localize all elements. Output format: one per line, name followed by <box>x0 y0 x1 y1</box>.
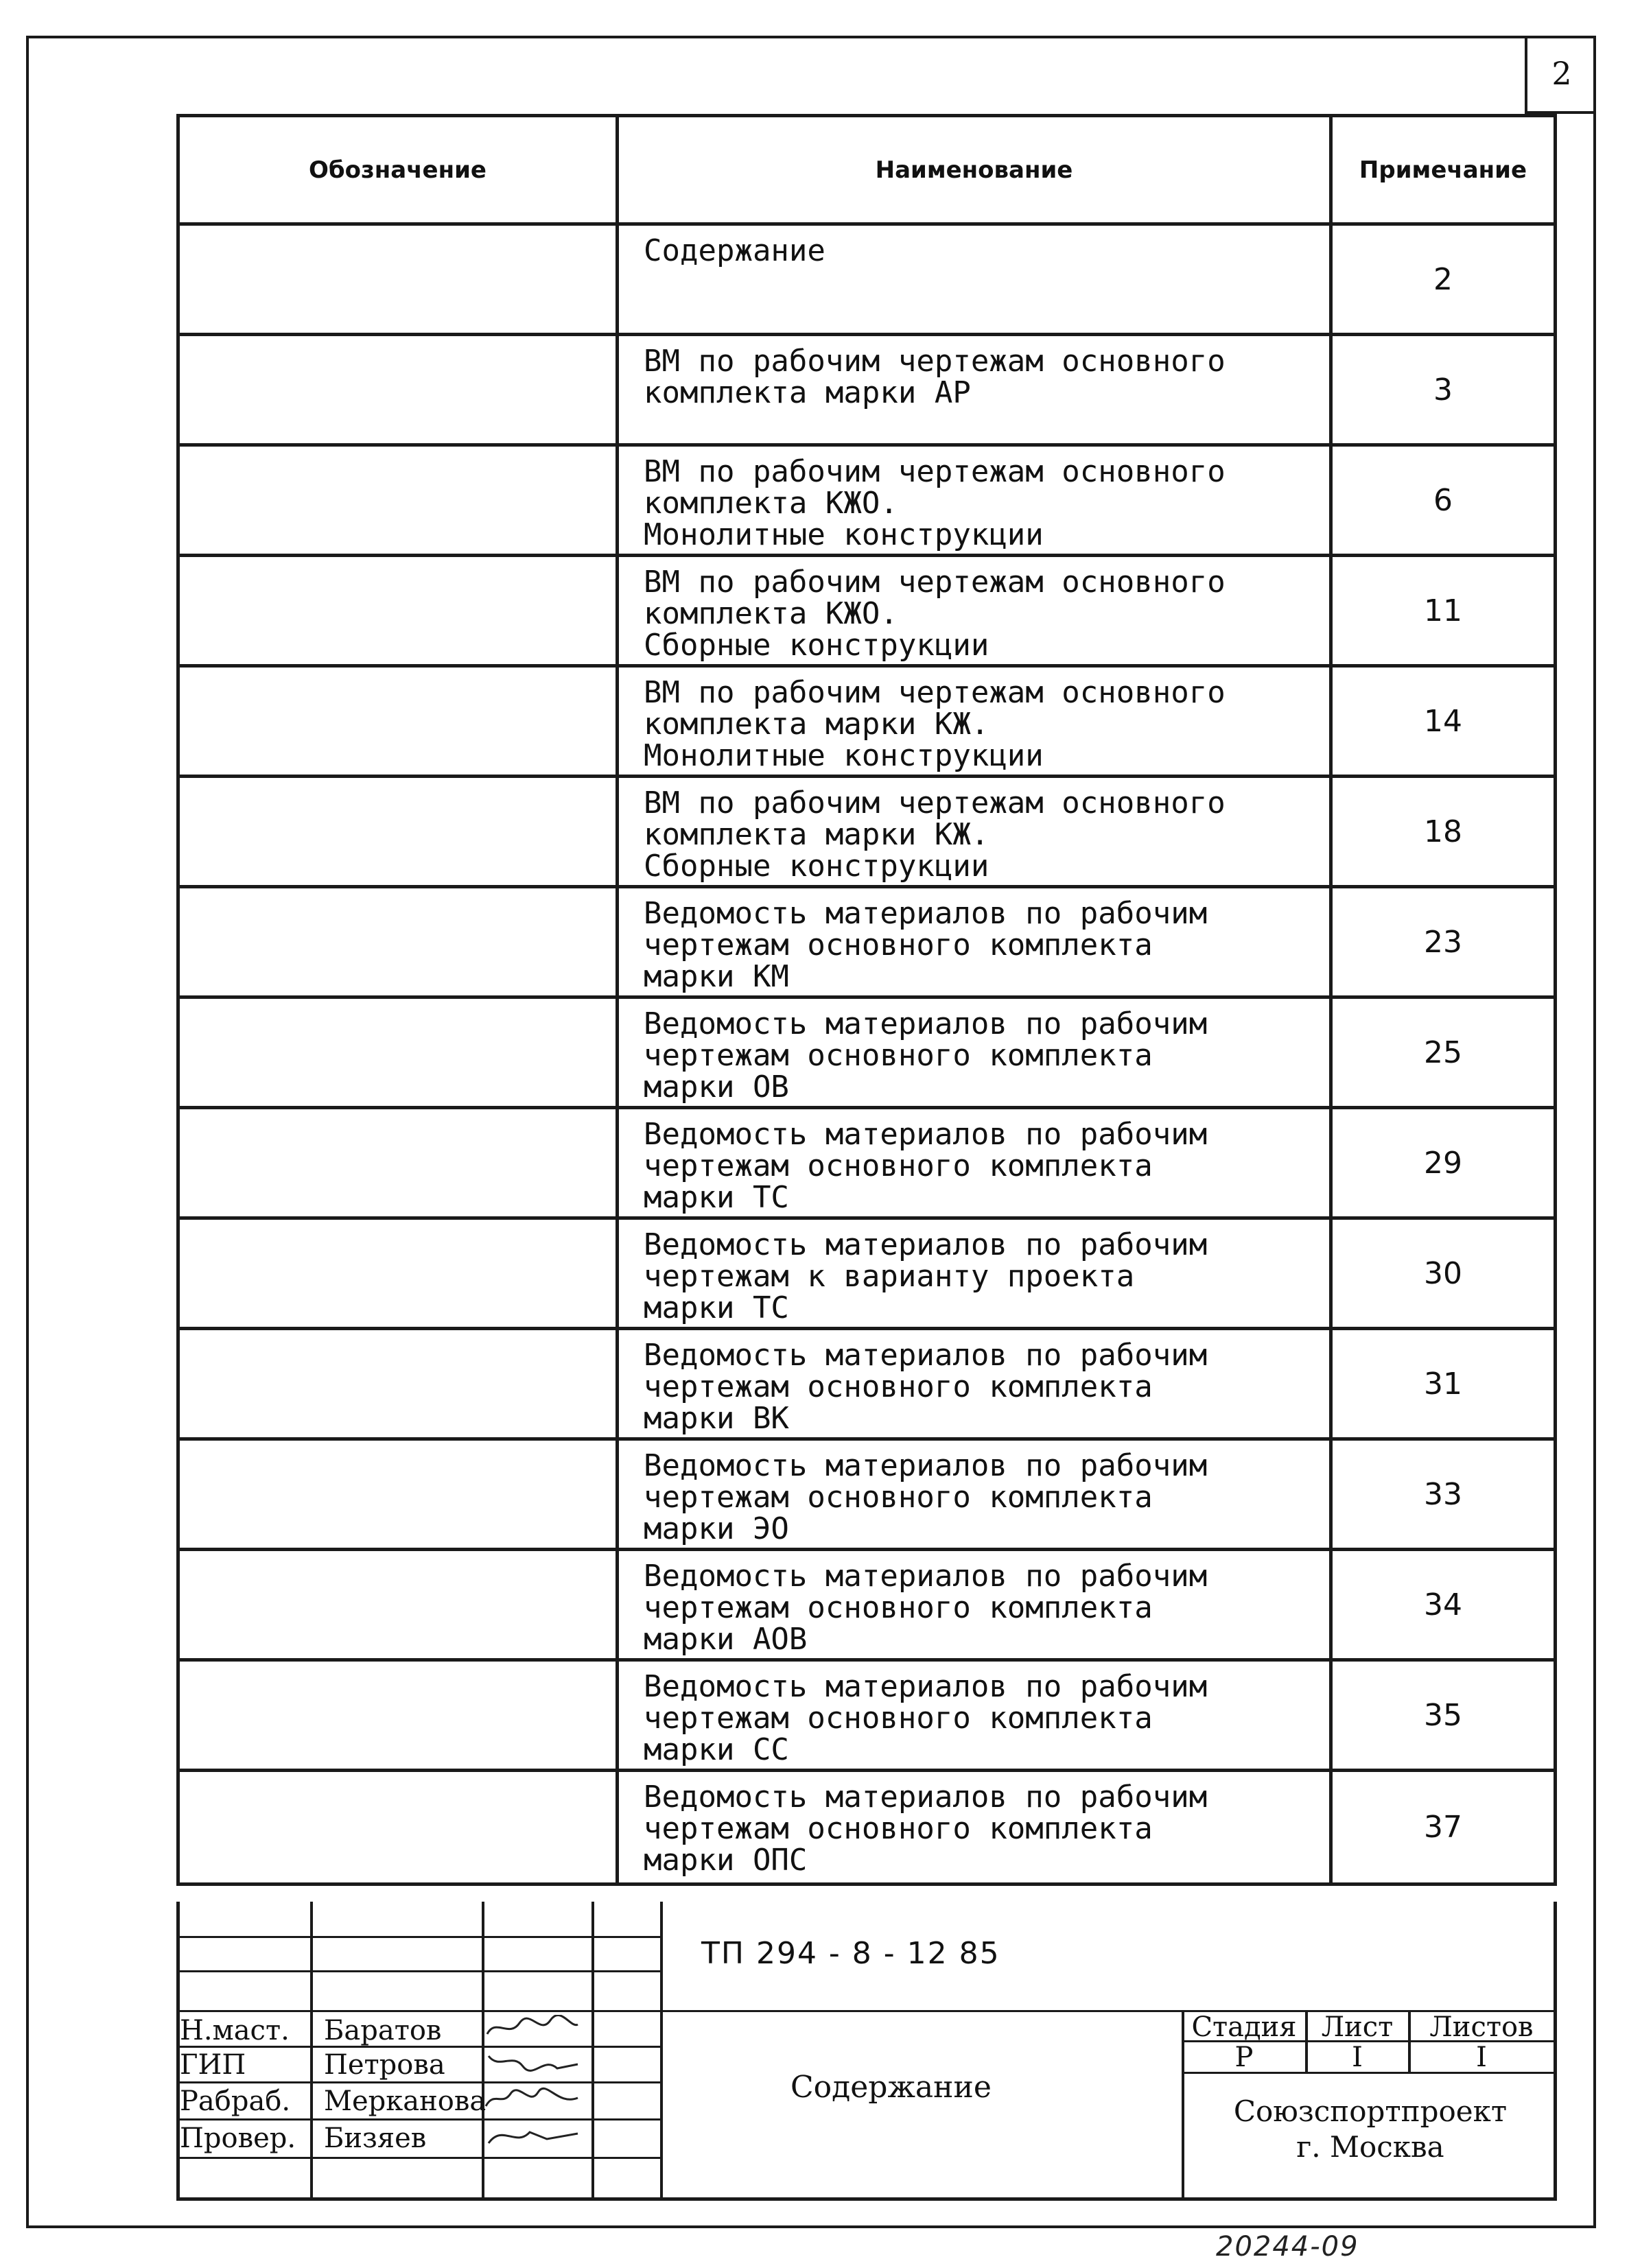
designation-cell <box>180 999 619 1106</box>
note-cell: 14 <box>1424 703 1462 739</box>
header-name: Наименование <box>619 117 1333 222</box>
header-designation: Обозначение <box>180 117 619 222</box>
name-cell: Ведомость материалов по рабочим чертежам основного комплекта марки ВК <box>619 1330 1333 1437</box>
table-header-row <box>180 117 1554 226</box>
stage-value: Р <box>1234 2042 1254 2073</box>
name-cell: Ведомость материалов по рабочим чертежам основного комплекта марки КМ <box>619 888 1333 995</box>
sheet-value: I <box>1352 2042 1363 2073</box>
stage-header: Стадия <box>1191 2011 1297 2043</box>
table-body <box>180 226 1554 1882</box>
signature-3 <box>482 2086 585 2113</box>
role-label: Провер. <box>180 2123 296 2154</box>
role-label: Н.маст. <box>180 2015 290 2046</box>
organization: Союзспортпроект г. Москва <box>1233 2094 1508 2164</box>
header-note: Примечание <box>1359 156 1527 184</box>
name-cell: Содержание <box>619 226 1333 333</box>
designation-cell <box>180 447 619 554</box>
table-row <box>180 1109 1554 1220</box>
signature-2 <box>482 2049 585 2077</box>
document-code: ТП 294 - 8 - 12 85 <box>701 1936 1000 1971</box>
sheet-number: 2 <box>1551 55 1572 92</box>
designation-cell <box>180 668 619 775</box>
name-cell: Ведомость материалов по рабочим чертежам к варианту проекта марки ТС <box>619 1220 1333 1327</box>
table-row <box>180 557 1554 668</box>
table-row <box>180 999 1554 1109</box>
table-row <box>180 1220 1554 1330</box>
note-cell: 11 <box>1424 593 1462 628</box>
name-cell: Ведомость материалов по рабочим чертежам основного комплекта марки ТС <box>619 1109 1333 1216</box>
name-cell: ВМ по рабочим чертежам основного комплекта КЖО. Сборные конструкции <box>619 557 1333 664</box>
designation-cell <box>180 1220 619 1327</box>
designation-cell <box>180 1551 619 1658</box>
table-row <box>180 1441 1554 1551</box>
table-row <box>180 888 1554 999</box>
table-row <box>180 1330 1554 1441</box>
designation-cell <box>180 336 619 443</box>
signature-1 <box>482 2015 585 2042</box>
designation-cell <box>180 1662 619 1769</box>
title-block <box>176 1902 1557 2201</box>
table-row <box>180 447 1554 557</box>
note-cell: 25 <box>1424 1035 1462 1070</box>
designation-cell <box>180 888 619 995</box>
sheet-header: Лист <box>1321 2011 1394 2043</box>
note-cell: 31 <box>1424 1366 1462 1402</box>
table-row <box>180 668 1554 778</box>
archive-number: 20244-09 <box>1216 2231 1359 2263</box>
note-cell: 3 <box>1433 372 1453 407</box>
name-cell: Ведомость материалов по рабочим чертежам основного комплекта марки СС <box>619 1662 1333 1769</box>
designation-cell <box>180 1109 619 1216</box>
designation-cell <box>180 1330 619 1437</box>
name-cell: Ведомость материалов по рабочим чертежам основного комплекта марки ОВ <box>619 999 1333 1106</box>
table-row <box>180 1772 1554 1882</box>
sheets-value: I <box>1476 2042 1487 2073</box>
name-cell: ВМ по рабочим чертежам основного комплекта КЖО. Монолитные конструкции <box>619 447 1333 554</box>
role-label: Рабраб. <box>180 2086 291 2117</box>
name-cell: Ведомость материалов по рабочим чертежам основного комплекта марки ОПС <box>619 1772 1333 1882</box>
sheet-number-box <box>1525 36 1596 114</box>
table-row <box>180 226 1554 336</box>
note-cell: 30 <box>1424 1255 1462 1291</box>
note-cell: 35 <box>1424 1697 1462 1733</box>
note-cell: 33 <box>1424 1476 1462 1512</box>
designation-cell <box>180 1772 619 1882</box>
name-cell: ВМ по рабочим чертежам основного комплекта марки КЖ. Монолитные конструкции <box>619 668 1333 775</box>
note-cell: 29 <box>1424 1145 1462 1181</box>
name-cell: ВМ по рабочим чертежам основного комплекта марки КЖ. Сборные конструкции <box>619 778 1333 885</box>
name-cell: Ведомость материалов по рабочим чертежам основного комплекта марки АОВ <box>619 1551 1333 1658</box>
role-person: Баратов <box>324 2015 442 2046</box>
role-person: Мерканова <box>324 2086 487 2117</box>
role-person: Петрова <box>324 2049 445 2081</box>
title-block-title: Содержание <box>790 2070 992 2105</box>
signature-4 <box>482 2123 585 2150</box>
table-row <box>180 1662 1554 1772</box>
note-cell: 18 <box>1424 814 1462 849</box>
designation-cell <box>180 557 619 664</box>
note-cell: 2 <box>1433 261 1453 297</box>
name-cell: ВМ по рабочим чертежам основного комплекта марки АР <box>619 336 1333 443</box>
name-cell: Ведомость материалов по рабочим чертежам основного комплекта марки ЭО <box>619 1441 1333 1548</box>
designation-cell <box>180 226 619 333</box>
table-row <box>180 336 1554 447</box>
role-label: ГИП <box>180 2049 246 2081</box>
designation-cell <box>180 778 619 885</box>
table-row <box>180 778 1554 888</box>
table-row <box>180 1551 1554 1662</box>
note-cell: 34 <box>1424 1587 1462 1622</box>
role-person: Бизяев <box>324 2123 427 2154</box>
note-cell: 23 <box>1424 924 1462 960</box>
note-cell: 6 <box>1433 482 1453 518</box>
note-cell: 37 <box>1424 1810 1462 1845</box>
designation-cell <box>180 1441 619 1548</box>
sheets-header: Листов <box>1429 2011 1534 2043</box>
contents-table <box>176 114 1557 1886</box>
